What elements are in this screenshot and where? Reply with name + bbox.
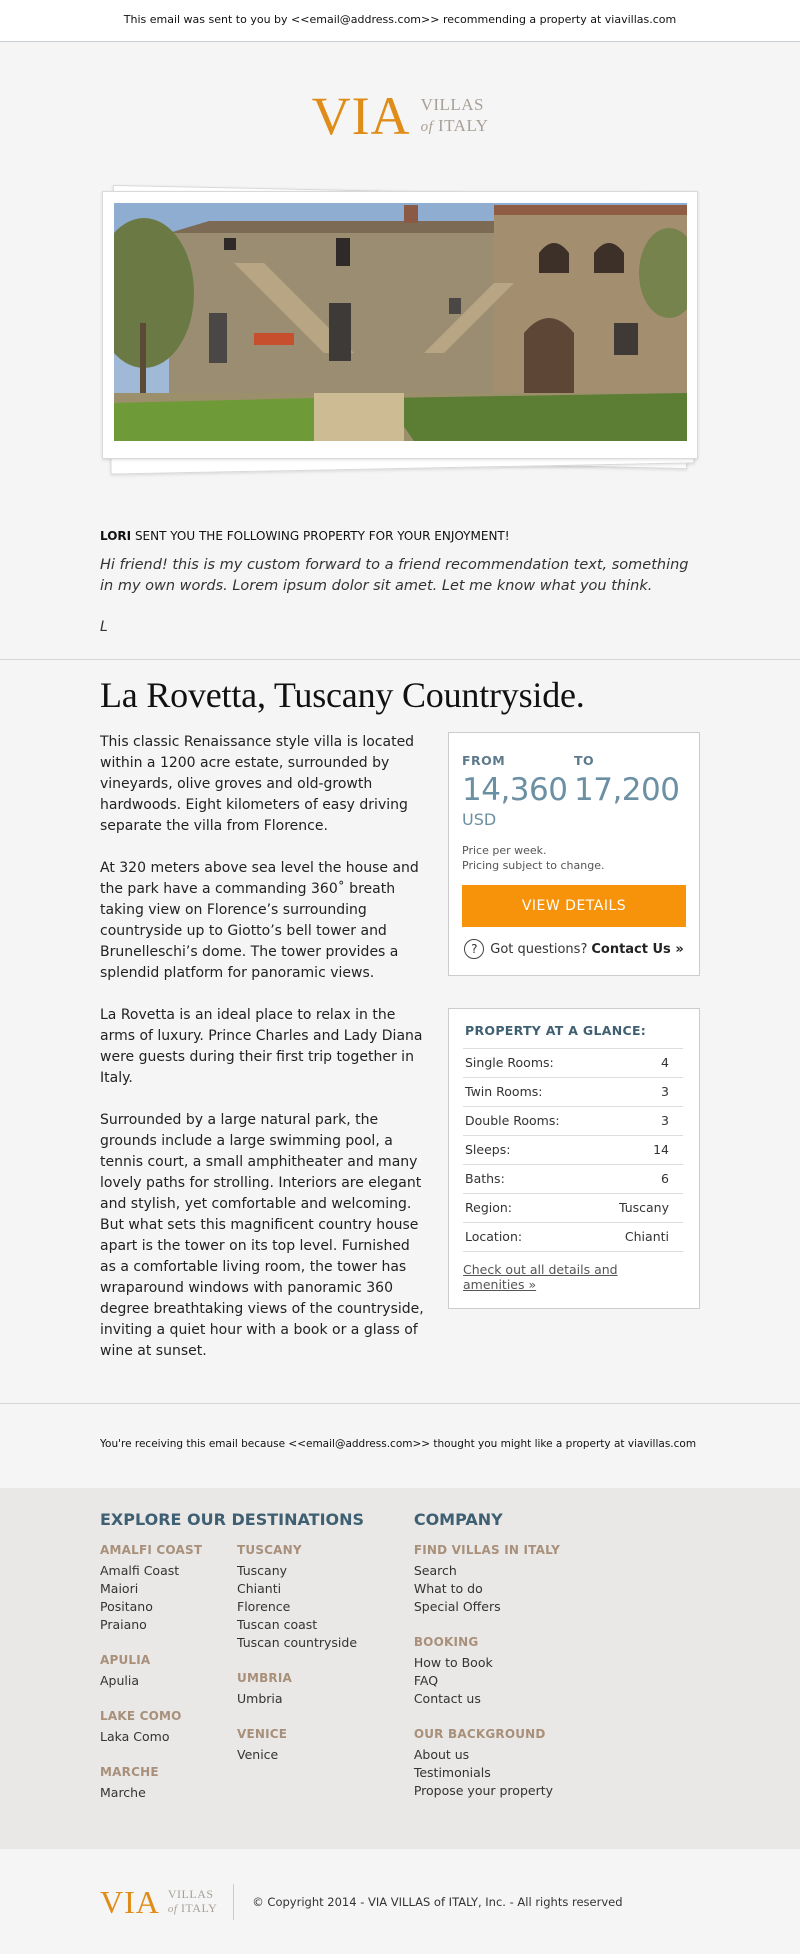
copyright-text: © Copyright 2014 - VIA VILLAS of ITALY, Inc. - All rights reserved bbox=[252, 1894, 623, 1909]
footer-link[interactable]: Maiori bbox=[100, 1581, 139, 1596]
footer-link[interactable]: Testimonials bbox=[413, 1765, 491, 1780]
footer-link[interactable]: Tuscan countryside bbox=[237, 1635, 358, 1650]
questions-row bbox=[462, 939, 686, 959]
footer-link[interactable]: Contact us bbox=[413, 1691, 481, 1706]
glance-label: Single Rooms: bbox=[465, 1055, 554, 1070]
price-currency: USD bbox=[462, 810, 497, 829]
footer-link[interactable]: About us bbox=[413, 1747, 470, 1762]
glance-row bbox=[463, 1136, 683, 1165]
villa-photo[interactable] bbox=[114, 203, 687, 441]
questions-text: Got questions? bbox=[490, 941, 588, 957]
receiving-reason: You're receiving this email because <<email@address.com>> thought you might like a property at viavillas.com bbox=[0, 1403, 800, 1488]
footer-link[interactable]: Praiano bbox=[100, 1617, 147, 1632]
glance-label: Location: bbox=[465, 1229, 523, 1244]
glance-label: Baths: bbox=[465, 1171, 505, 1186]
footer-link[interactable]: Florence bbox=[237, 1599, 291, 1614]
glance-value: 14 bbox=[653, 1142, 669, 1157]
glance-row bbox=[463, 1107, 683, 1136]
footer-link[interactable]: Chianti bbox=[237, 1581, 282, 1596]
footer-group-label[interactable]: VENICE bbox=[237, 1727, 288, 1741]
footer-link[interactable]: Venice bbox=[237, 1747, 279, 1762]
footer-company bbox=[414, 1510, 700, 1821]
footer-link[interactable]: Search bbox=[413, 1563, 457, 1578]
sender-section bbox=[0, 529, 800, 659]
sender-intro: SENT YOU THE FOLLOWING PROPERTY FOR YOUR ENJOYMENT! bbox=[131, 529, 510, 543]
glance-row bbox=[463, 1194, 683, 1223]
description-paragraph: At 320 meters above sea level the house and the park have a commanding 360˚ breath taking view on Florence’s surrounding countryside up to Giotto’s bell tower and Brunelleschi’s dome. The tower provides a splendid platform for panoramic views. bbox=[100, 860, 419, 981]
price-from-value: 14,360 bbox=[462, 772, 568, 808]
price-note bbox=[462, 843, 686, 873]
footer-link[interactable]: Marche bbox=[100, 1785, 146, 1800]
footer-logo[interactable] bbox=[100, 1884, 234, 1920]
question-icon: ? bbox=[464, 939, 484, 959]
footer-link[interactable]: Laka Como bbox=[100, 1729, 170, 1744]
logo-of: of bbox=[420, 118, 434, 135]
via-villas-logo[interactable] bbox=[311, 85, 489, 146]
footer-logo-line1: VILLAS bbox=[167, 1887, 214, 1901]
logo-via: VIA bbox=[311, 85, 411, 146]
price-note-line1: Price per week. bbox=[462, 844, 547, 857]
footer-group-label[interactable]: APULIA bbox=[100, 1653, 151, 1667]
footer-col-2 bbox=[237, 1543, 374, 1821]
photo-stack bbox=[0, 177, 800, 507]
glance-value: Tuscany bbox=[618, 1200, 669, 1215]
glance-value: 6 bbox=[661, 1171, 669, 1186]
price-box bbox=[448, 732, 700, 976]
copyright-bar bbox=[0, 1849, 800, 1954]
footer-group-label[interactable]: BOOKING bbox=[413, 1635, 479, 1649]
logo-line1: VILLAS bbox=[420, 94, 485, 114]
property-sidebar bbox=[448, 732, 700, 1383]
glance-label: Sleeps: bbox=[465, 1142, 511, 1157]
glance-title: PROPERTY AT A GLANCE: bbox=[463, 1023, 683, 1049]
logo-subtitle bbox=[421, 94, 489, 138]
footer-logo-subtitle bbox=[168, 1887, 217, 1916]
price-to-label: TO bbox=[574, 753, 595, 768]
footer-link[interactable]: Tuscany bbox=[237, 1563, 288, 1578]
logo-line2: ITALY bbox=[437, 115, 489, 135]
glance-value: 4 bbox=[661, 1055, 669, 1070]
property-description bbox=[100, 732, 430, 1383]
footer-link[interactable]: Special Offers bbox=[413, 1599, 501, 1614]
footer-link[interactable]: Amalfi Coast bbox=[100, 1563, 180, 1578]
view-details-button[interactable]: VIEW DETAILS bbox=[462, 885, 686, 927]
glance-row bbox=[463, 1049, 683, 1078]
footer-logo-line2: ITALY bbox=[180, 1901, 218, 1915]
footer-link[interactable]: Apulia bbox=[100, 1673, 140, 1688]
footer-link[interactable]: Propose your property bbox=[413, 1783, 554, 1798]
property-title: La Rovetta, Tuscany Countryside. bbox=[100, 675, 585, 715]
glance-row bbox=[463, 1165, 683, 1194]
footer-logo-of: of bbox=[167, 1903, 178, 1915]
footer-group-label[interactable]: OUR BACKGROUND bbox=[413, 1727, 546, 1741]
price-to-value: 17,200 bbox=[574, 772, 680, 808]
footer-link[interactable]: Tuscan coast bbox=[237, 1617, 318, 1632]
explore-destinations-heading: EXPLORE OUR DESTINATIONS bbox=[100, 1510, 365, 1529]
glance-value: Chianti bbox=[624, 1229, 669, 1244]
footer-group-label[interactable]: LAKE COMO bbox=[100, 1709, 182, 1723]
glance-value: 3 bbox=[661, 1084, 669, 1099]
footer-link[interactable]: FAQ bbox=[413, 1673, 439, 1688]
glance-row bbox=[463, 1078, 683, 1107]
price-from-label: FROM bbox=[462, 753, 506, 768]
footer-link[interactable]: Umbria bbox=[237, 1691, 283, 1706]
footer-link[interactable]: How to Book bbox=[413, 1655, 493, 1670]
description-paragraph: Surrounded by a large natural park, the grounds include a large swimming pool, a tennis court, a small amphitheater and many lovely paths for strolling. Interiors are elegant and stylish, yet comfortable and welcoming. But what sets this magnificent country house apart is the tower on its top level. Furnished as a comfortable living room, the tower has wraparound windows with panoramic 360 degree breathtaking views of the countryside, inviting a quiet hour with a book or a glass of wine at sunset. bbox=[100, 1112, 424, 1359]
footer-group-label[interactable]: MARCHE bbox=[100, 1765, 159, 1779]
glance-value: 3 bbox=[661, 1113, 669, 1128]
footer-group-label[interactable]: AMALFI COAST bbox=[100, 1543, 203, 1557]
logo-header bbox=[0, 42, 800, 177]
all-details-link[interactable]: Check out all details and amenities » bbox=[463, 1262, 618, 1292]
contact-us-link[interactable]: Contact Us » bbox=[591, 941, 684, 957]
description-paragraph: La Rovetta is an ideal place to relax in the arms of luxury. Prince Charles and Lady Diana were guests during their first trip together in Italy. bbox=[100, 1007, 423, 1086]
sender-message: Hi friend! this is my custom forward to a friend recommendation text, something in my own words. Lorem ipsum dolor sit amet. Let me know what you think. bbox=[100, 557, 689, 594]
footer-group-label[interactable]: TUSCANY bbox=[237, 1543, 302, 1557]
property-glance-box bbox=[448, 1008, 700, 1309]
sender-signature: L bbox=[100, 619, 108, 635]
glance-row bbox=[463, 1223, 683, 1252]
footer-link[interactable]: What to do bbox=[413, 1581, 483, 1596]
footer-group-label[interactable]: UMBRIA bbox=[237, 1671, 293, 1685]
sender-name: LORI bbox=[100, 529, 132, 543]
footer-group-label[interactable]: FIND VILLAS IN ITALY bbox=[413, 1543, 560, 1557]
glance-label: Twin Rooms: bbox=[465, 1084, 543, 1099]
footer-logo-via: VIA bbox=[100, 1883, 160, 1920]
company-heading: COMPANY bbox=[413, 1510, 503, 1529]
glance-label: Double Rooms: bbox=[465, 1113, 560, 1128]
property-section bbox=[0, 660, 800, 1383]
glance-label: Region: bbox=[465, 1200, 513, 1215]
description-paragraph: This classic Renaissance style villa is located within a 1200 acre estate, surrounded by vineyards, olive groves and old-growth hardwoods. Eight kilometers of easy driving separate the villa from Florence. bbox=[100, 734, 415, 834]
footer-nav bbox=[0, 1488, 800, 1849]
sender-line bbox=[100, 529, 700, 543]
price-note-line2: Pricing subject to change. bbox=[462, 859, 605, 872]
email-notice: This email was sent to you by <<email@address.com>> recommending a property at viavillas.com bbox=[0, 0, 800, 42]
footer-col-1 bbox=[100, 1543, 237, 1821]
footer-link[interactable]: Positano bbox=[100, 1599, 153, 1614]
